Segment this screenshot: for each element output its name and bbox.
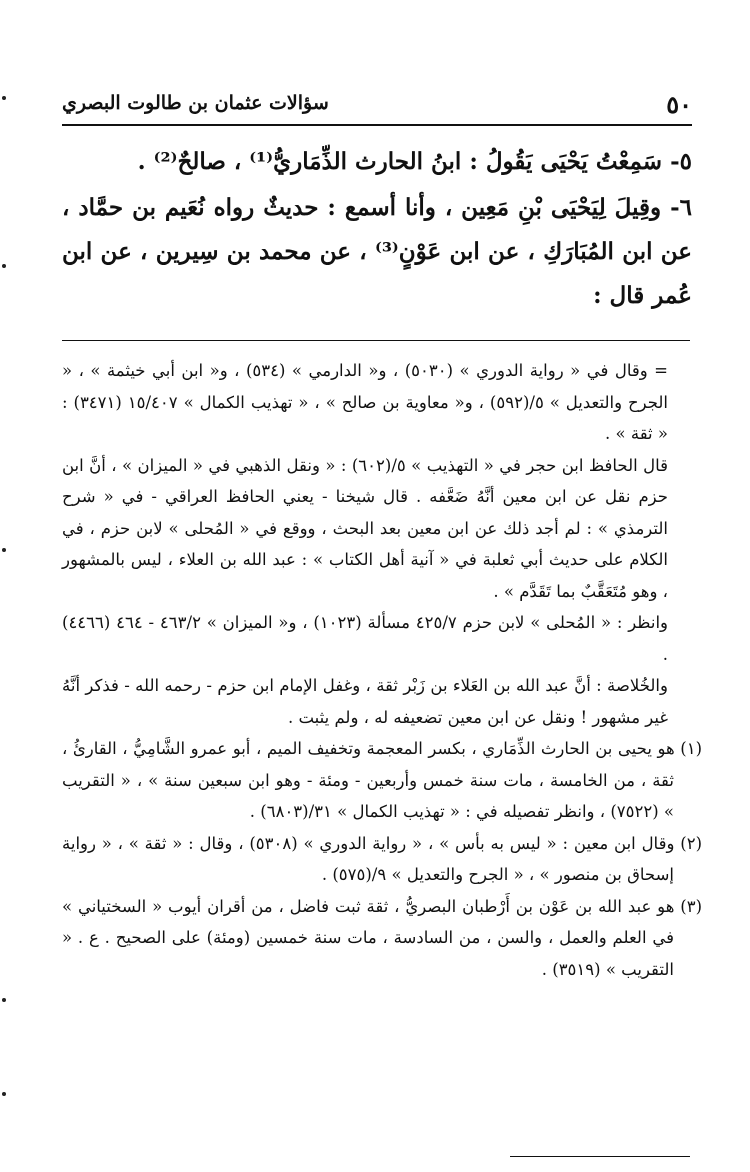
footnote-2: (٢) وقال ابن معين : « ليس به بأس » ، « رواية الدوري » (٥٣٠٨) ، وقال : « ثقة » ، « رواية إسحاق بن منصور » ، « الجرح والتعديل » ٩/(٥٧٥) . <box>62 833 702 884</box>
scan-mark <box>2 998 6 1002</box>
main-text <box>62 140 692 318</box>
footnote-continuation: قال الحافظ ابن حجر في « التهذيب » ٥/(٦٠٢) : « ونقل الذهبي في « الميزان » ، أنَّ ابن حزم نقل عن ابن معين أنَّهُ ضَعَّفه . قال شيخنا - يعني الحافظ العراقي - في « شرح الترمذي » : لم أجد ذلك عن ابن معين بعد البحث ، ووقع في « المُحلى » لابن حزم ، في الكلام على حديث أبي ثعلبة في « آنية أهل الكتاب » : عبد الله بن العلاء ، ليس بالمشهور ، وهو مُتَعَقَّبٌ بما تَقَدَّم » . <box>62 455 669 601</box>
header-rule <box>62 124 692 126</box>
scan-mark <box>2 548 6 552</box>
footnote-separator <box>62 340 690 341</box>
footnotes <box>62 355 702 985</box>
footnote-3: (٣) هو عبد الله بن عَوْن بن أَرْطبان البصريُّ ، ثقة ثبت فاضل ، من أقران أيوب « السختياني » في العلم والعمل ، والسن ، من السادسة ، مات سنة خمسين (ومئة) على الصحيح . ع . « التقريب » (٣٥١٩) . <box>62 896 702 979</box>
running-title: سؤالات عثمان بن طالوت البصري <box>62 92 329 114</box>
footnote-summary: والخُلاصة : أنَّ عبد الله بن العَلاء بن زَبْر ثقة ، وغفل الإمام ابن حزم - رحمه الله - فذكر أنَّهُ غير مشهور ! ونقل عن ابن معين تضعيفه له ، ولم يثبت . <box>62 676 668 727</box>
scan-mark <box>2 96 6 100</box>
footnote-continuation: وانظر : « المُحلى » لابن حزم ٤٢٥/٧ مسألة (١٠٢٣) ، و« الميزان » ٤٦٣/٢ - ٤٦٤ (٤٤٦٦) . <box>62 613 668 664</box>
question-5: ٥- سَمِعْتُ يَحْيَى يَقُولُ : ابنُ الحارث الذِّمَاريُّ⁽¹⁾ ، صالحٌ⁽²⁾ . <box>137 148 692 175</box>
page-header <box>62 86 692 122</box>
scan-mark <box>2 1092 6 1096</box>
page-number: ٥٠ <box>666 90 692 119</box>
scan-mark <box>2 264 6 268</box>
end-rule <box>510 1156 690 1157</box>
footnote-1: (١) هو يحيى بن الحارث الذِّمَاري ، بكسر المعجمة وتخفيف الميم ، أبو عمرو الشَّامِيُّ ، القارئُ ، ثقة ، من الخامسة ، مات سنة خمس وأربعين - ومئة - وهو ابن سبعين سنة » ، « التقريب » (٧٥٢٢) ، وانظر تفصيله في : « تهذيب الكمال » ٣١/(٦٨٠٣) . <box>62 739 702 821</box>
question-6: ٦- وقِيلَ لِيَحْيَى بْنِ مَعِين ، وأنا أسمع : حديثٌ رواه نُعَيم بن حمَّاد ، عن ابن المُبَارَكِ ، عن ابن عَوْنٍ⁽³⁾ ، عن محمد بن سِيرين ، عن ابن عُمر قال : <box>62 194 692 309</box>
footnote-continuation: = وقال في « رواية الدوري » (٥٠٣٠) ، و« الدارمي » (٥٣٤) ، و« ابن أبي خيثمة » ، « الجرح والتعديل » ٥/(٥٩٢) ، و« معاوية بن صالح » ، « تهذيب الكمال » ١٥/٤٠٧ (٣٤٧١) : « ثقة » . <box>62 361 669 443</box>
